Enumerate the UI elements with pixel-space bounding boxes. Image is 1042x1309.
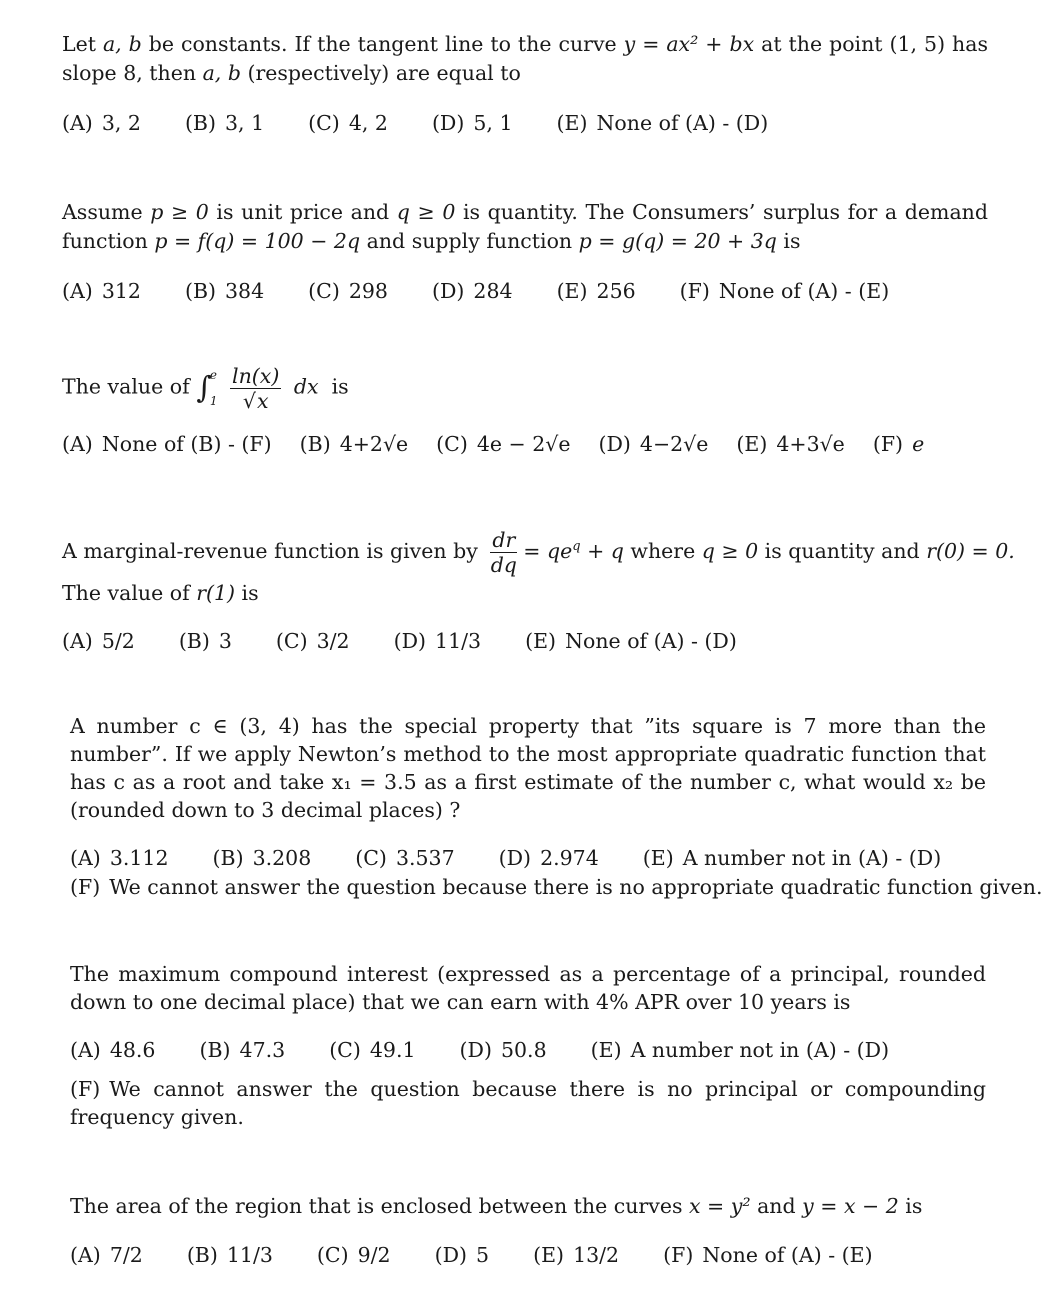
question-7-text: The area of the region that is enclosed between the curves x = y² and y = x − 2 is <box>70 1194 923 1218</box>
option-f[interactable]: (F) None of (A) - (E) <box>679 279 890 303</box>
question-2-text: Assume p ≥ 0 is unit price and q ≥ 0 is quantity. The Consumers’ surplus for a demand function p = f(q) = 100 − 2q and supply function p = g(q) = 20 + 3q is <box>62 200 989 253</box>
question-2 <box>62 198 988 306</box>
option-d[interactable]: (D) 5, 1 <box>431 111 513 135</box>
option-b[interactable]: (B) 3 <box>178 629 232 653</box>
option-c[interactable]: (C) 3/2 <box>275 629 350 653</box>
option-a[interactable]: (A) 3, 2 <box>62 111 141 135</box>
option-f[interactable]: (F) e <box>872 432 925 456</box>
option-c[interactable]: (C) 49.1 <box>329 1038 416 1062</box>
option-b[interactable]: (B) 47.3 <box>199 1038 286 1062</box>
option-c[interactable]: (C) 298 <box>308 279 388 303</box>
option-b[interactable]: (B) 384 <box>184 279 265 303</box>
option-c[interactable]: (C) 3.537 <box>355 846 455 870</box>
question-1 <box>62 30 988 138</box>
option-b[interactable]: (B) 11/3 <box>186 1243 273 1267</box>
question-4-text-line2: The value of r(1) is <box>62 581 259 605</box>
option-d[interactable]: (D) 4−2√e <box>598 432 709 456</box>
option-d[interactable]: (D) 5 <box>434 1243 490 1267</box>
option-a[interactable]: (A) None of (B) - (F) <box>62 432 272 456</box>
question-3-text: The value of ∫ e 1 $\frac{\ln(x)}{√x}$ dx is <box>62 363 349 413</box>
question-4 <box>62 528 1015 656</box>
question-6 <box>70 960 986 1131</box>
option-d[interactable]: (D) 284 <box>431 279 513 303</box>
option-f[interactable]: (F) None of (A) - (E) <box>663 1243 873 1267</box>
option-b[interactable]: (B) 4+2√e <box>299 432 409 456</box>
option-d[interactable]: (D) 2.974 <box>498 846 599 870</box>
question-4-text: A marginal-revenue function is given by $\frac{dr}{dq}$ = $qe^q + q$ where q ≥ 0 is quantity and r(0) = 0. <box>62 528 1015 577</box>
option-c[interactable]: (C) 4e − 2√e <box>436 432 571 456</box>
question-1-options <box>62 109 988 138</box>
integrand-fraction: $\frac{\ln(x)}{√x}$ <box>232 363 280 413</box>
option-a[interactable]: (A) 3.112 <box>70 846 169 870</box>
option-e[interactable]: (E) A number not in (A) - (D) <box>642 846 942 870</box>
option-f[interactable]: (F) We cannot answer the question because there is no principal or compounding frequency given. <box>70 1077 986 1129</box>
option-d[interactable]: (D) 11/3 <box>393 629 482 653</box>
option-a[interactable]: (A) 48.6 <box>70 1038 156 1062</box>
question-2-options <box>62 277 988 306</box>
question-3-options <box>62 430 988 459</box>
option-e[interactable]: (E) 13/2 <box>533 1243 620 1267</box>
question-6-options <box>70 1036 986 1065</box>
question-1-text: Let a, b be constants. If the tangent line to the curve y = ax² + bx at the point (1, 5) has slope 8, then a, b (respectively) are equal to <box>62 32 988 85</box>
option-c[interactable]: (C) 4, 2 <box>308 111 388 135</box>
question-7 <box>70 1192 986 1270</box>
derivative-fraction: $\frac{dr}{dq}$ <box>490 528 517 577</box>
question-5-options <box>70 844 986 873</box>
question-5-text: A number c ∈ (3, 4) has the special property that ”its square is 7 more than the number”. If we apply Newton’s method to the most appropriate quadratic function that has c as a root and take x₁ = 3.5 as a first estimate of the number c, what would x₂ be (rounded down to 3 decimal places) ? <box>70 714 986 822</box>
option-d[interactable]: (D) 50.8 <box>459 1038 547 1062</box>
integral-sign: ∫ <box>196 370 212 406</box>
option-e[interactable]: (E) None of (A) - (D) <box>556 111 769 135</box>
option-e[interactable]: (E) 256 <box>556 279 636 303</box>
option-e[interactable]: (E) None of (A) - (D) <box>525 629 737 653</box>
option-a[interactable]: (A) 312 <box>62 279 141 303</box>
option-b[interactable]: (B) 3.208 <box>212 846 312 870</box>
question-6-text: The maximum compound interest (expressed as a percentage of a principal, rounded down to one decimal place) that we can earn with 4% APR over 10 years is <box>70 962 986 1014</box>
option-a[interactable]: (A) 5/2 <box>62 629 135 653</box>
option-a[interactable]: (A) 7/2 <box>70 1243 143 1267</box>
option-c[interactable]: (C) 9/2 <box>316 1243 391 1267</box>
integral-limits: e 1 <box>209 368 218 408</box>
option-e[interactable]: (E) 4+3√e <box>736 432 845 456</box>
option-f[interactable]: (F) We cannot answer the question because there is no appropriate quadratic function given. <box>70 875 1042 899</box>
question-3 <box>62 362 988 459</box>
question-7-options <box>70 1241 986 1270</box>
option-b[interactable]: (B) 3, 1 <box>184 111 265 135</box>
question-4-options <box>62 627 988 656</box>
option-e[interactable]: (E) A number not in (A) - (D) <box>590 1038 890 1062</box>
question-5 <box>70 712 1042 902</box>
